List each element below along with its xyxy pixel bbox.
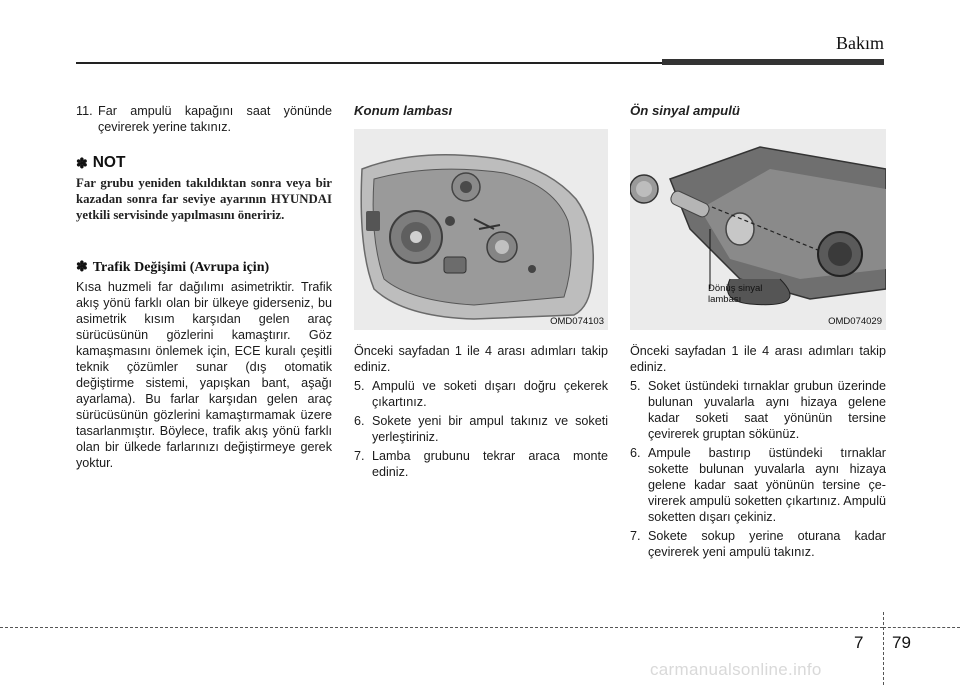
header-bar (662, 59, 884, 65)
list-item (630, 528, 886, 560)
step-list-right (630, 378, 886, 563)
watermark: carmanualsonline.info (650, 660, 822, 679)
note-body: Far grubu yeniden takıldıktan sonra veya bir kazadan sonra far seviye ayarının HYUNDAI yetkili servisinde yapılmasını öneririz. (76, 176, 332, 222)
step-text: Soket üstündeki tırnaklar grubun üzerinde bulunan yuvalarla aynı hizaya gelene kadar soketi saat yönünün tersine çevirerek gruptan sökünüz. (648, 379, 886, 441)
figure-code: OMD074029 (828, 316, 882, 327)
list-item (630, 378, 886, 442)
list-item (354, 378, 608, 410)
section-title-position-lamp: Konum lambası (354, 103, 453, 118)
step-text: Ampulü ve soketi dışarı doğru çekerek çıkartınız. (372, 379, 608, 409)
step-number: 6. (630, 446, 641, 460)
position-lamp-figure (354, 129, 608, 330)
step-text: Ampule bastırıp üstündeki tırnaklar sokette bulunan yuvalarla aynı hizaya gelene kadar saat yönünün tersine çevirerek ampulü soketten çıkartınız. Ampulü soketten dışarı çekiniz. (648, 446, 886, 524)
callout-line-2: lambası (708, 294, 742, 305)
traffic-title: Trafik Değişimi (Avrupa için) (92, 260, 270, 275)
footer-dashed-divider (883, 612, 884, 685)
step-list-left (76, 103, 332, 138)
list-item (354, 448, 608, 480)
footer-dashed-rule (0, 627, 883, 628)
note-title: NOT (92, 154, 126, 171)
list-item (354, 413, 608, 445)
turn-signal-figure (630, 129, 886, 330)
callout-line-1: Dönüş sinyal (708, 283, 763, 294)
note-heading (76, 154, 125, 172)
step-text: Sokete sokup yerine oturana kadar çevirerek yeni ampulü takınız. (648, 529, 886, 559)
step-number: 7. (354, 449, 365, 463)
step-text: Sokete yeni bir ampul takınız ve soketi yerleştiriniz. (372, 414, 608, 444)
footer-dashed-rule-right (883, 627, 960, 628)
headlamp-illustration (354, 129, 608, 330)
chapter-number: 7 (854, 633, 864, 652)
step-number: 6. (354, 414, 365, 428)
page-number: 79 (892, 633, 911, 652)
step-text: Lamba grubunu tekrar araca monte ediniz. (372, 449, 608, 479)
list-item (630, 445, 886, 525)
header-rule (76, 62, 662, 64)
note-star-icon: ✽ (76, 155, 88, 171)
intro-text: Önceki sayfadan 1 ile 4 arası adımları takip ediniz. (354, 344, 608, 374)
traffic-heading (76, 260, 269, 276)
step-text: Far ampulü kapağını saat yönünde çevirerek yerine takınız. (98, 104, 332, 134)
step-number: 7. (630, 529, 641, 543)
step-number: 11. (76, 104, 93, 118)
turn-signal-callout (708, 283, 762, 305)
traffic-star-icon: ✽ (76, 260, 88, 275)
traffic-body: Kısa huzmeli far dağılımı asimetriktir. Trafik akış yönü farklı olan bir ülkeye giderseniz, bu asimetrik kısım karşıdan gelen araç sürücüsünün gözlerini kamaştırır. Göz kamaşmasını önlemek için, ECE kuralı çeşitli teknik çözümler sunar (dış otomatik değiştirme sistemi, yapışkan bant, aşağı ayarlama). Bu farlar karşıdan gelen araç sürücüsünün gözlerini kamaştırmamak üzere tasarlanmıştır. Böylece, trafik akış yönü farklı olan bir ülkede farlarınızı değiştirmeye gerek yoktur. (76, 280, 332, 470)
intro-text: Önceki sayfadan 1 ile 4 arası adımları takip ediniz. (630, 344, 886, 374)
step-number: 5. (630, 379, 641, 393)
list-item (76, 103, 332, 135)
section-title-turn-signal: Ön sinyal ampulü (630, 103, 740, 118)
page-header-title: Bakım (836, 33, 884, 53)
step-number: 5. (354, 379, 365, 393)
figure-code: OMD074103 (550, 316, 604, 327)
step-list-middle (354, 378, 608, 483)
